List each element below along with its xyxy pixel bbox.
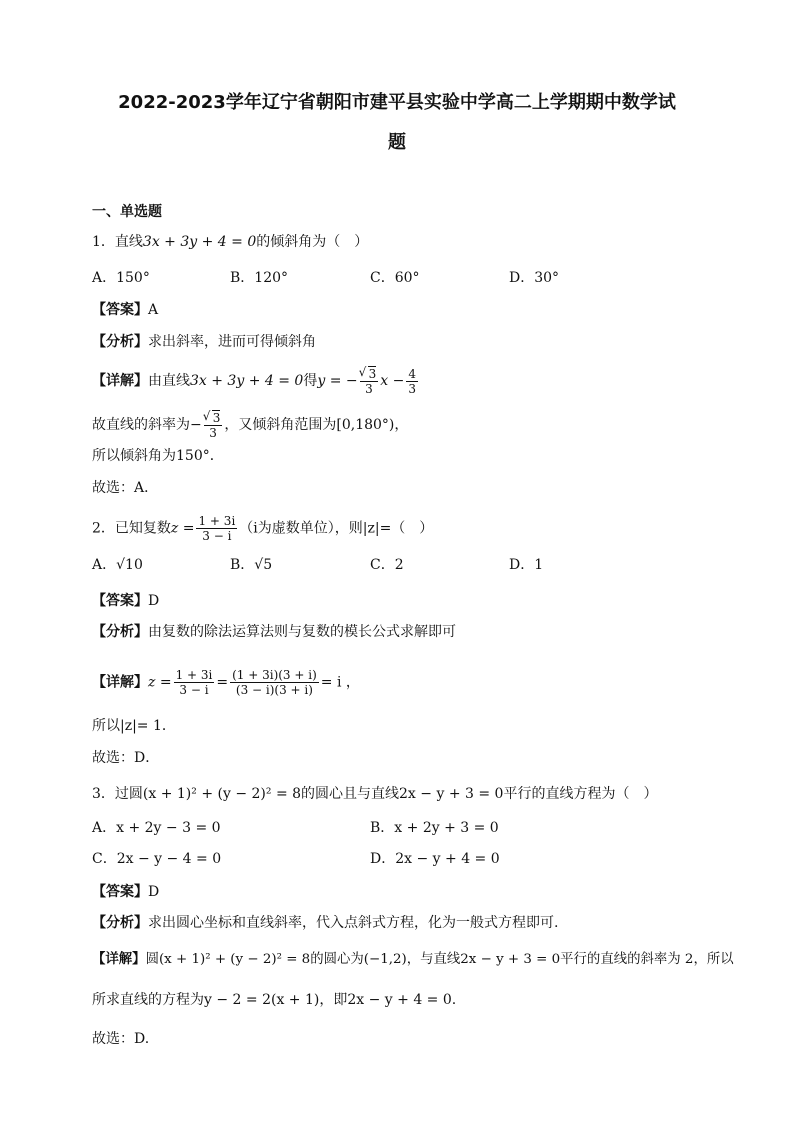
q1-detail-equation: 3x + 3y + 4 = 0 [190, 373, 304, 389]
q2-detail-end: = i ， [320, 674, 360, 691]
q1-slope-range: [0,180°) [336, 417, 395, 433]
q1-stem [92, 232, 368, 252]
q2-answer [92, 591, 159, 611]
q3-option-a: A．x + 2y − 3 = 0 [92, 820, 221, 836]
q1-option-c: C．60° [370, 270, 420, 286]
q2-analysis-tag: 【分析】 [92, 624, 148, 640]
q3-detail-line-2: 所求直线的方程为y − 2 = 2(x + 1)，即2x − y + 4 = 0. [92, 992, 457, 1008]
q1-slope-mid: ，又倾斜角范围为 [224, 417, 337, 433]
q1-answer-tag: 【答案】 [92, 302, 148, 318]
q2-answer-value: D [148, 593, 160, 609]
q1-stem-prefix: 1．直线 [92, 234, 143, 250]
q1-option-d: D．30° [509, 270, 560, 286]
q1-equation: 3x + 3y + 4 = 0 [142, 234, 257, 250]
q2-stem [92, 514, 433, 543]
q1-fraction-1: √ $\frac{3}{3}$ [360, 366, 379, 396]
q1-analysis-text: 求出斜率，进而可得倾斜角 [148, 334, 316, 350]
q1-answer-value: A [148, 302, 159, 318]
q3-detail-text: 圆(x + 1)² + (y − 2)² = 8的圆心为(−1,2)，与直线2x − y + 3 = 0平行的直线的斜率为 2，所以 [145, 952, 734, 967]
q3-stem: 3．过圆(x + 1)² + (y − 2)² = 8的圆心且与直线2x − y + 3 = 0平行的直线方程为（ ） [92, 786, 658, 802]
q3-option-b: B．x + 2y + 3 = 0 [370, 820, 499, 836]
q1-detail-tag: 【详解】 [92, 373, 148, 389]
q1-analysis [92, 332, 316, 352]
document-title-line-2: 题 [388, 132, 406, 153]
q3-answer-tag: 【答案】 [92, 884, 148, 900]
q2-detail-tag: 【详解】 [92, 674, 148, 691]
q2-option-a: A．√10 [92, 557, 143, 573]
q1-option-a: A．150° [92, 270, 150, 286]
q1-detail-y: y = − [317, 373, 358, 389]
document-title-line-1: 2022-2023学年辽宁省朝阳市建平县实验中学高二上学期期中数学试 [118, 92, 676, 113]
q3-answer [92, 882, 159, 902]
q2-option-b: B．√5 [230, 557, 273, 573]
q3-option-c: C．2x − y − 4 = 0 [92, 851, 222, 867]
q2-detail-fraction-2: $\frac{(1 + 3i)(3 + i)}{(3 - i)(3 + i)}$ [232, 668, 317, 697]
q1-conclusion: 所以倾斜角为150°． [92, 448, 224, 464]
q1-slope-fraction: √ $\frac{3}{3}$ [204, 410, 223, 440]
q1-answer [92, 300, 158, 320]
q1-stem-suffix: 的倾斜角为（ ） [256, 234, 369, 250]
q3-detail-tag: 【详解】 [92, 952, 146, 967]
q2-stem-prefix: 2．已知复数 [92, 520, 171, 537]
q1-detail [92, 366, 420, 396]
q1-fraction-2: $\frac{4}{3}$ [408, 366, 416, 396]
q2-answer-tag: 【答案】 [92, 593, 148, 609]
q1-option-b: B．120° [230, 270, 289, 286]
q1-detail-prefix: 由直线 [148, 373, 190, 389]
section-heading: 一、单选题 [92, 204, 162, 220]
q2-detail-fraction-1: $\frac{1 + 3i}{3 - i}$ [175, 668, 213, 697]
q1-detail-mid: 得 [303, 373, 318, 389]
q1-slope-line: 故直线的斜率为− √ $\frac{3}{3}$ ，又倾斜角范围为[0,180°)， [92, 410, 408, 440]
q2-detail: 【详解】z = $\frac{1 + 3i}{3 - i}$ = $\frac{(1 + 3i)(3 + i)}{(3 - i)(3 + i)}$ = i ， [92, 668, 360, 697]
q2-fraction: $\frac{1 + 3i}{3 - i}$ [198, 514, 236, 543]
q2-z-eq: z = [170, 520, 195, 537]
q1-detail-x: x − [380, 373, 405, 389]
q2-option-c: C．2 [370, 557, 404, 573]
q2-detail-z: z = [148, 674, 172, 691]
q3-analysis-tag: 【分析】 [92, 915, 148, 931]
q1-choose: 故选：A． [92, 480, 159, 496]
q3-option-d: D．2x − y + 4 = 0 [370, 851, 500, 867]
q2-choose: 故选：D． [92, 750, 160, 766]
q1-slope-prefix: 故直线的斜率为− [92, 417, 202, 433]
q2-conclusion: 所以|z|= 1． [92, 718, 176, 734]
q3-choose: 故选：D. [92, 1031, 150, 1047]
q3-analysis [92, 913, 558, 933]
q2-analysis [92, 622, 456, 642]
q2-stem-suffix: （i为虚数单位），则|z|=（ ） [239, 520, 434, 537]
q2-option-d: D．1 [509, 557, 544, 573]
q3-analysis-text: 求出圆心坐标和直线斜率，代入点斜式方程，化为一般式方程即可. [148, 915, 559, 931]
q3-answer-value: D [148, 884, 160, 900]
q2-analysis-text: 由复数的除法运算法则与复数的模长公式求解即可 [148, 624, 456, 640]
q3-detail [92, 950, 734, 970]
q1-analysis-tag: 【分析】 [92, 334, 148, 350]
